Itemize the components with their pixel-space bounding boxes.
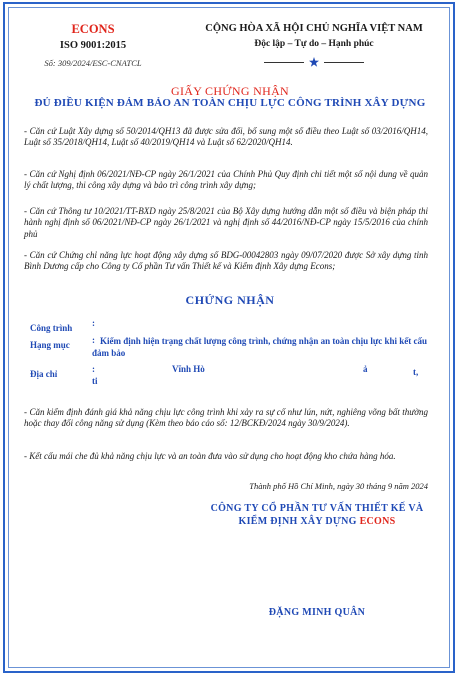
note-1: - Căn kiểm định đánh giá khả năng chịu lực công trình khi xảy ra sự cố như lún, nứt, nghiêng võng bất thường hoặc thay đổi công năng sử dụng (Kèm theo báo cáo số: 12/BCKĐ/2024 ngày 30/9/2024).	[24, 407, 428, 429]
legal-basis-2: - Căn cứ Nghị định 06/2021/NĐ-CP ngày 26/1/2021 của Chính Phủ Quy định chi tiết một số nội dung về quản lý chất lượng, thi công xây dựng và bảo trì công trình xây dựng;	[24, 169, 428, 191]
address-part-3: t,	[413, 367, 419, 377]
legal-basis-1: - Căn cứ Luật Xây dựng số 50/2014/QH13 đã được sửa đổi, bổ sung một số điều theo Luật số 03/2016/QH14, Luật số 35/2018/QH14, Luật số 40/2019/QH14 và Luật số 62/2020/QH14.	[24, 126, 428, 148]
company-line-2-prefix: KIỂM ĐỊNH XÂY DỰNG	[238, 516, 360, 527]
project-colon: :	[92, 318, 95, 328]
company-brand: ECONS	[71, 22, 115, 36]
project-row	[30, 318, 72, 336]
address-part-2: ả	[363, 364, 368, 374]
address-label: Địa chỉ	[30, 369, 58, 379]
address-tail: ti	[92, 376, 98, 386]
item-label: Hạng mục	[30, 340, 70, 350]
certificate-subtitle: ĐỦ ĐIỀU KIỆN ĐẢM BẢO AN TOÀN CHỊU LỰC CÔNG TRÌNH XÂY DỰNG	[34, 97, 426, 109]
note-2: - Kết cấu mái che đủ khả năng chịu lực và an toàn đưa vào sử dụng cho hoạt động kho chứa hàng hóa.	[24, 451, 396, 461]
document-number: Số: 309/2024/ESC-CNATCL	[44, 58, 142, 68]
star-icon	[309, 57, 319, 67]
address-part-1: Vĩnh Hò	[172, 364, 205, 374]
national-motto: Độc lập – Tự do – Hạnh phúc	[254, 39, 374, 49]
place-date: Thành phố Hồ Chí Minh, ngày 30 tháng 9 năm 2024	[249, 481, 428, 491]
address-colon: :	[92, 364, 95, 374]
nation-name: CỘNG HÒA XÃ HỘI CHỦ NGHĨA VIỆT NAM	[205, 23, 423, 34]
item-colon: :	[92, 335, 95, 345]
certificate-title: GIẤY CHỨNG NHẬN	[170, 84, 290, 98]
certify-heading: CHỨNG NHẬN	[185, 293, 275, 307]
issuer-block	[18, 22, 168, 70]
company-name	[196, 502, 438, 528]
legal-basis-3: - Căn cứ Thông tư 10/2021/TT-BXD ngày 25/8/2021 của Bộ Xây dựng hướng dẫn một số điều và biện pháp thi hành nghị định số 06/2021/NĐ-CP ngày 26/1/2021 và nghị định số 44/2016/NĐ-CP ngày 15/5/2016 của chính phủ	[24, 206, 428, 239]
iso-standard: ISO 9001:2015	[59, 40, 127, 51]
signer-name: ĐẶNG MINH QUÂN	[268, 607, 366, 618]
company-line-2-brand: ECONS	[359, 516, 396, 527]
address-row	[30, 364, 57, 382]
company-line-2	[196, 515, 438, 528]
item-value: Kiểm định hiện trạng chất lượng công trình, chứng nhận an toàn chịu lực khi kết cấu đảm bảo	[92, 336, 427, 358]
legal-basis-4: - Căn cứ Chứng chỉ năng lực hoạt động xây dựng số BDG-00042803 ngày 09/07/2020 được Sở xây dựng tỉnh Bình Dương cấp cho Công ty Cổ phần Tư vấn Thiết kế và Kiểm định Xây dựng Econs;	[24, 250, 428, 272]
national-heading	[186, 22, 442, 51]
motto-underline	[264, 58, 364, 66]
project-label: Công trình	[30, 323, 73, 333]
company-line-1: CÔNG TY CỔ PHẦN TƯ VẤN THIẾT KẾ VÀ	[210, 503, 424, 514]
item-row	[30, 335, 70, 353]
